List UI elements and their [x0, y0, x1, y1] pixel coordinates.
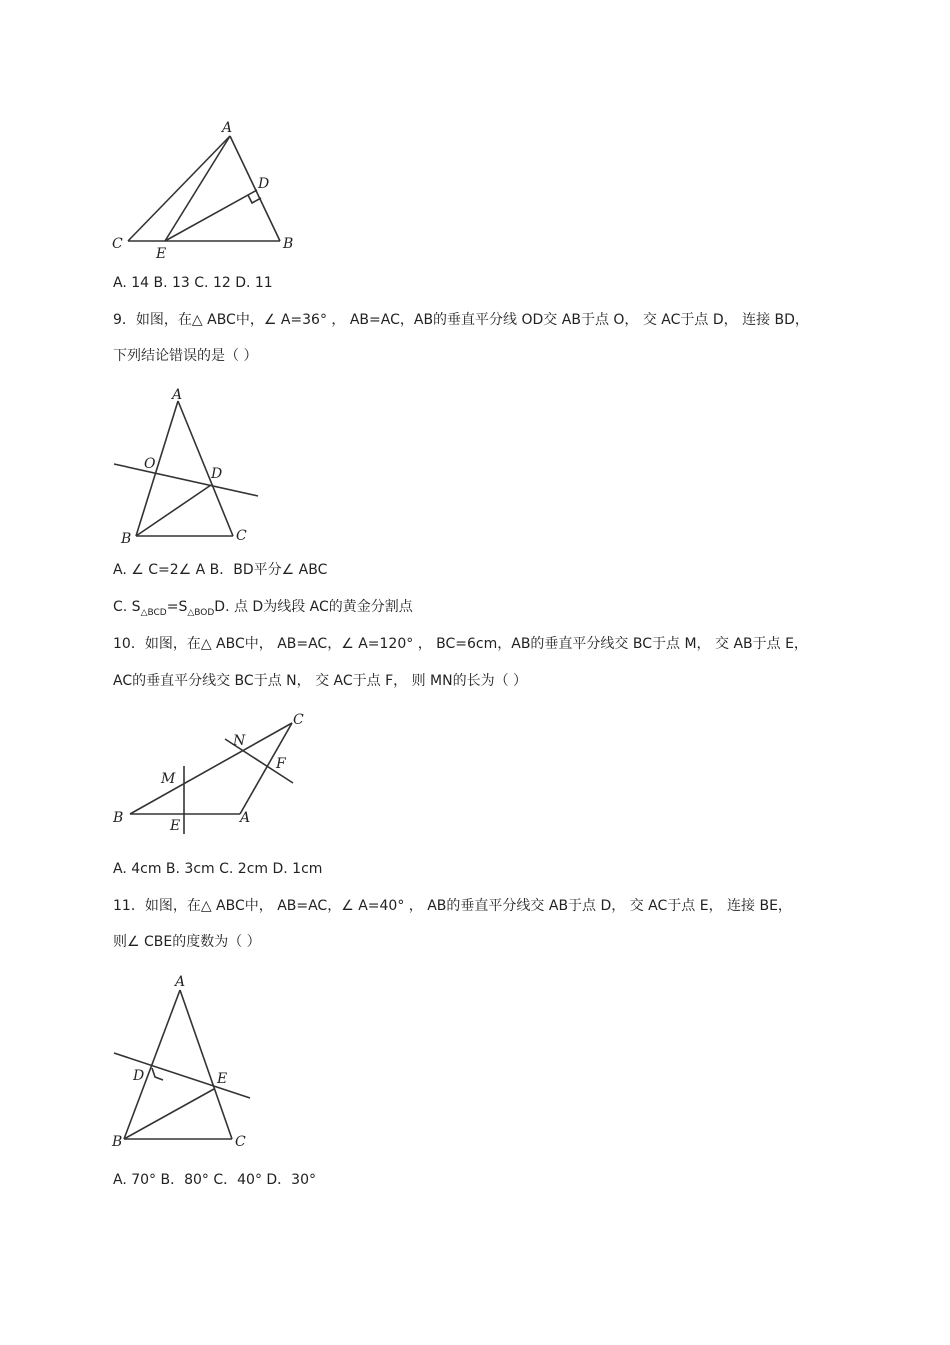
q9-label-a: A — [172, 387, 183, 403]
q9-label-d: D — [211, 466, 223, 482]
q9-option-c-sub2: △BOD — [187, 607, 215, 618]
q8-label-c: C — [112, 236, 123, 252]
q9-option-c-sub1: △BCD — [140, 607, 167, 618]
q10-options: A. 4cm B. 3cm C. 2cm D. 1cm — [113, 861, 323, 877]
q11-label-b: B — [112, 1134, 123, 1150]
q9-option-c-prefix: C. S — [113, 599, 141, 615]
q11-options: A. 70° B．80° C．40° D．30° — [113, 1172, 316, 1188]
q10-label-m: M — [161, 771, 176, 787]
q10-label-c: C — [293, 712, 304, 728]
q11-question-line2: 则∠ CBE的度数为（ ） — [113, 934, 261, 950]
q9-label-b: B — [121, 531, 132, 547]
q9-label-c: C — [236, 528, 247, 544]
q9-question-line1: 9．如图，在△ ABC中，∠ A=36° ， AB=AC，AB的垂直平分线 OD交 AB于点 O， 交 AC于点 D， 连接 BD， — [113, 312, 809, 328]
q10-label-a: A — [240, 810, 251, 826]
q10-label-f: F — [276, 756, 286, 772]
q11-label-a: A — [175, 974, 186, 990]
q9-label-o: O — [144, 456, 156, 472]
q9-figure — [108, 383, 268, 548]
q10-question-line1: 10．如图，在△ ABC中， AB=AC，∠ A=120° ， BC=6cm，AB的垂直平分线交 BC于点 M， 交 AB于点 E， — [113, 636, 808, 652]
q8-label-a: A — [222, 120, 233, 136]
q9-options-ab: A. ∠ C=2∠ A B．BD平分∠ ABC — [113, 562, 328, 578]
q8-label-b: B — [283, 236, 294, 252]
q9-option-c-mid: =S — [166, 599, 188, 615]
q9-option-d: D. 点 D为线段 AC的黄金分割点 — [214, 599, 413, 615]
q10-figure — [108, 708, 313, 840]
q11-label-c: C — [235, 1134, 246, 1150]
q11-figure — [108, 970, 258, 1150]
q9-options-cd — [113, 598, 413, 622]
q11-question-line1: 11．如图，在△ ABC中， AB=AC，∠ A=40° ， AB的垂直平分线交 AB于点 D， 交 AC于点 E， 连接 BE， — [113, 898, 792, 914]
q10-label-e: E — [170, 818, 181, 834]
q9-question-line2: 下列结论错误的是（ ） — [113, 348, 258, 364]
q11-label-e: E — [217, 1071, 228, 1087]
q10-question-line2: AC的垂直平分线交 BC于点 N， 交 AC于点 F， 则 MN的长为（ ） — [113, 673, 528, 689]
q8-label-e: E — [156, 246, 167, 262]
q10-label-n: N — [233, 733, 246, 749]
q11-label-d: D — [133, 1068, 145, 1084]
q10-label-b: B — [113, 810, 124, 826]
q8-label-d: D — [258, 176, 270, 192]
q8-options: A. 14 B. 13 C. 12 D. 11 — [113, 275, 273, 291]
q8-figure — [105, 115, 315, 265]
